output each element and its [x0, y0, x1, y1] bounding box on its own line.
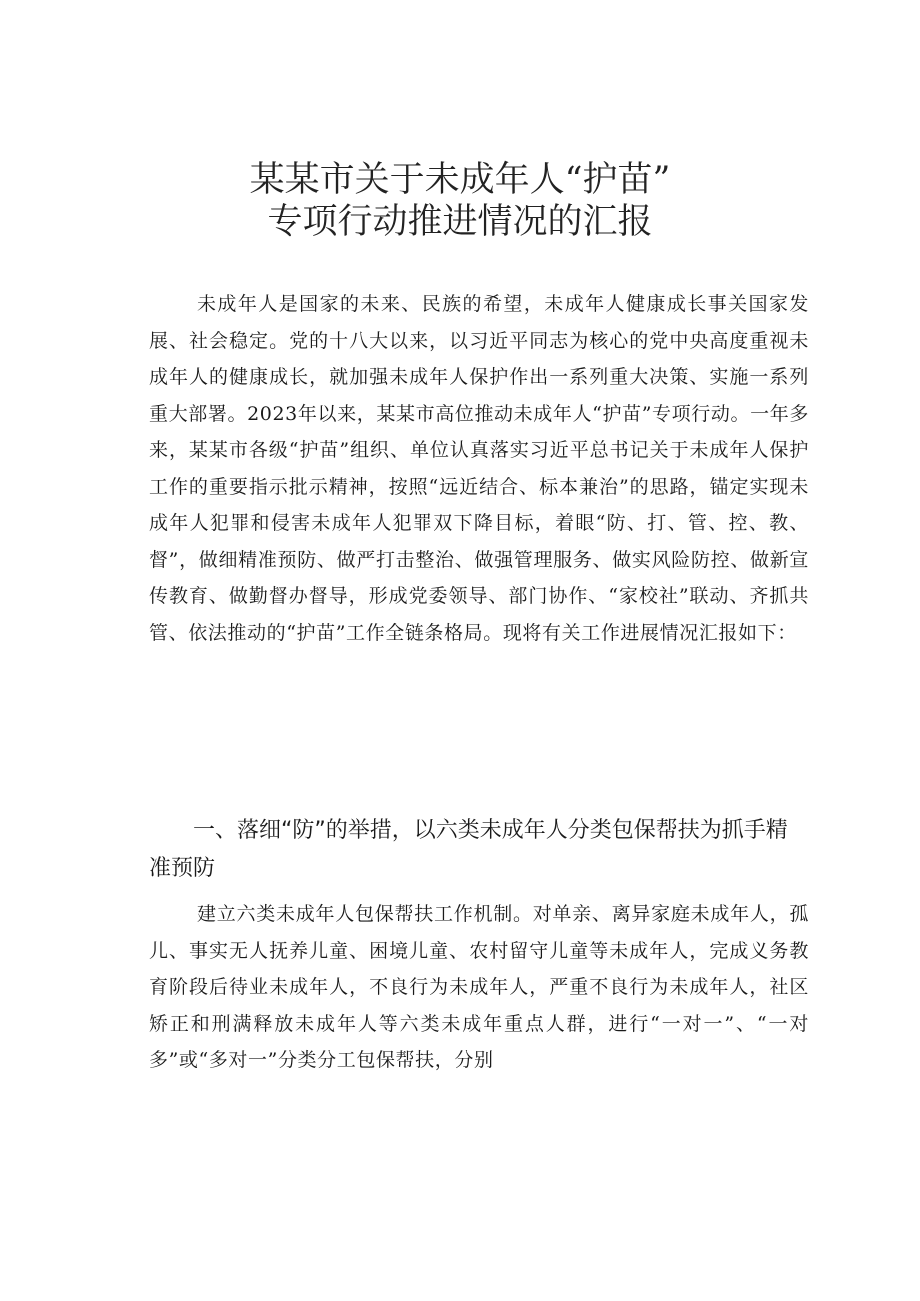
section-1-paragraph: 建立六类未成年人包保帮扶工作机制。对单亲、离异家庭未成年人，孤儿、事实无人抚养儿童、困境儿童、农村留守儿童等未成年人，完成义务教育阶段后待业未成年人，不良行为未成年人，严重不良行为未成年人，社区矫正和刑满释放未成年人等六类未成年重点人群，进行“一对一”、“一对多”或“多对一”分类分工包保帮扶，分别: [149, 903, 809, 1071]
intro-paragraph: 未成年人是国家的未来、民族的希望，未成年人健康成长事关国家发展、社会稳定。党的十八大以来，以习近平同志为核心的党中央高度重视未成年人的健康成长，就加强未成年人保护作出一系列重大决策、实施一系列重大部署。2023年以来，某某市高位推动未成年人“护苗”专项行动。一年多来，某某市各级“护苗”组织、单位认真落实习近平总书记关于未成年人保护工作的重要指示批示精神，按照“远近结合、标本兼治”的思路，锚定实现未成年人犯罪和侵害未成年人犯罪双下降目标，着眼“防、打、管、控、教、督”，做细精准预防、做严打击整治、做强管理服务、做实风险防控、做新宣传教育、做勤督办督导，形成党委领导、部门协作、“家校社”联动、齐抓共管、依法推动的“护苗”工作全链条格局。现将有关工作进展情况汇报如下：: [149, 293, 809, 644]
document-title-line-1: 某某市关于未成年人“护苗”: [249, 160, 671, 200]
section-heading-1: 一、落细“防”的举措，以六类未成年人分类包保帮扶为抓手精准预防: [149, 818, 788, 881]
document-title-line-2: 专项行动推进情况的汇报: [267, 202, 653, 242]
